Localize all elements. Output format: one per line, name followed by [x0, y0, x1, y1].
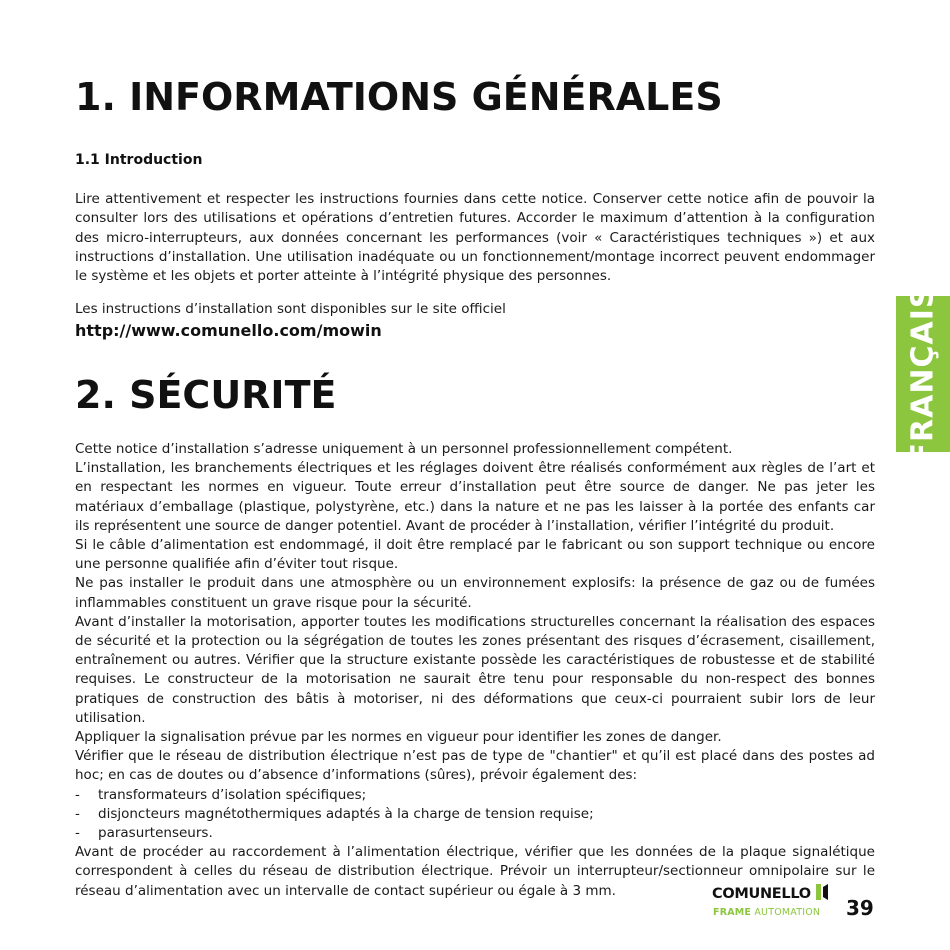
comunello-logo	[712, 884, 832, 924]
list-dash: -	[75, 805, 80, 822]
safety-paragraph: Appliquer la signalisation prévue par les normes en vigueur pour identifier les zones de danger.	[75, 729, 722, 746]
list-item	[75, 805, 875, 824]
section-1-title: 1. INFORMATIONS GÉNÉRALES	[75, 75, 723, 119]
list-item	[75, 824, 875, 843]
logo-brand: COMUNELLO	[712, 886, 811, 902]
safety-paragraph: L’installation, les branchements électriques et les réglages doivent être réalisés conformément aux règles de l’art et en respectant les normes en vigueur. Toute erreur d’installation peut être source de danger. Ne pas jeter les matériaux d’emballage (plastique, polystyrène, etc.) dans la nature et ne pas les laisser à la portée des enfants car ils représentent une source de danger potentiel. Avant de procéder à l’installation, vérifier l’intégrité du produit.	[75, 460, 875, 534]
list-item-text: parasurtenseurs.	[98, 825, 213, 842]
safety-paragraph: Ne pas installer le produit dans une atmosphère ou un environnement explosifs: la présence de gaz ou de fumées inflammables constituent un grave risque pour la sécurité.	[75, 575, 875, 611]
logo-tag-rest: AUTOMATION	[754, 907, 821, 918]
website-link[interactable]: http://www.comunello.com/mowin	[75, 321, 382, 340]
section-2-title: 2. SÉCURITÉ	[75, 373, 337, 417]
list-dash: -	[75, 825, 80, 842]
safety-body	[75, 440, 875, 901]
language-tab-label: FRANÇAIS	[905, 285, 941, 463]
list-dash: -	[75, 786, 80, 803]
list-item-text: transformateurs d’isolation spécifiques;	[98, 786, 367, 803]
safety-paragraph: Avant de procéder au raccordement à l’alimentation électrique, vérifier que les données de la plaque signalétique correspondent à celles du réseau de distribution électrique. Prévoir un interrupteur/sectionneur omnipolaire sur le réseau d’alimentation avec un intervalle de contact supérieur ou égale à 3 mm.	[75, 844, 875, 899]
language-tab	[896, 285, 950, 463]
introduction-paragraph: Lire attentivement et respecter les instructions fournies dans cette notice. Conserver cette notice afin de pouvoir la consulter lors des utilisations et opérations d’entretien futures. Accorder le maximum d’attention à la configuration des micro-interrupteurs, aux données concernant les performances (voir « Caractéristiques techniques ») et aux instructions d’installation. Une utilisation inadéquate ou un fonctionnement/montage incorrect peuvent endommager le système et les objets et porter atteinte à l’intégrité physique des personnes.	[75, 191, 875, 285]
install-note: Les instructions d’installation sont disponibles sur le site officiel	[75, 301, 506, 317]
safety-paragraph: Cette notice d’installation s’adresse uniquement à un personnel professionnellement compétent.	[75, 441, 733, 457]
logo-mark-icon	[816, 884, 828, 900]
safety-paragraph: Si le câble d’alimentation est endommagé, il doit être remplacé par le fabricant ou son support technique ou encore une personne qualifiée afin d’éviter tout risque.	[75, 537, 875, 573]
logo-tagline	[713, 907, 820, 918]
logo-tag-bold: FRAME	[713, 907, 752, 918]
list-item	[75, 786, 875, 805]
section-1-1-subtitle: 1.1 Introduction	[75, 152, 203, 168]
safety-paragraph: Avant d’installer la motorisation, apporter toutes les modifications structurelles concernant la réalisation des espaces de sécurité et la protection ou la ségrégation de toutes les zones présentant des risques d’écrasement, cisaillement, entraînement ou autres. Vérifier que la structure existante possède les caractéristiques de robustesse et de stabilité requises. Le constructeur de la motorisation ne saurait être tenu pour responsable du non-respect des bonnes pratiques de construction des bâtis à motoriser, ni des déformations que ceux-ci pourraient subir lors de leur utilisation.	[75, 613, 875, 726]
page-number: 39	[846, 896, 874, 920]
safety-paragraph: Vérifier que le réseau de distribution électrique n’est pas de type de "chantier" et qu’il est placé dans des postes ad hoc; en cas de doutes ou d’absence d’informations (sûres), prévoir également des:	[75, 748, 875, 784]
list-item-text: disjoncteurs magnétothermiques adaptés à la charge de tension requise;	[98, 805, 594, 822]
